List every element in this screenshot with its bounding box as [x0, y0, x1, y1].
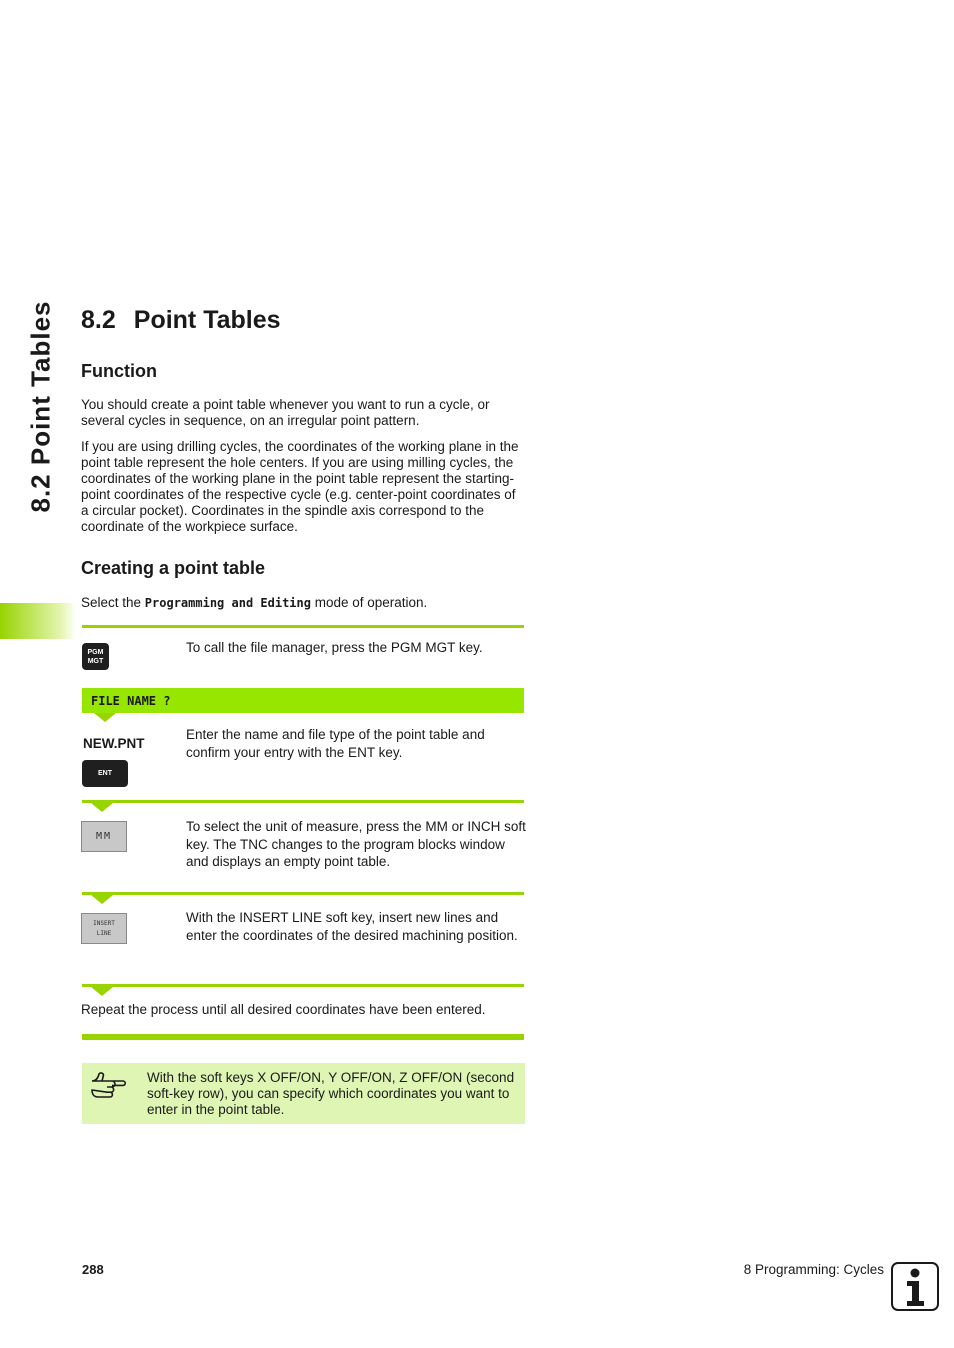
step-arrow-icon	[91, 803, 113, 812]
chapter-footer: 8 Programming: Cycles	[743, 1262, 884, 1277]
info-glyph	[893, 1264, 937, 1309]
step-divider	[82, 984, 524, 987]
function-paragraph-2: If you are using drilling cycles, the coordinates of the working plane in the point table represent the hole centers. If you are using milling cycles, the coordinates of the working plane in the point table represent the starting-point coordinates of the respective cycle (e.g. center-point coordinates of a circular pocket). Coordinates in the spindle axis correspond to the coordinate of the workpiece surface.	[81, 439, 519, 534]
side-chapter-title: 8.2 Point Tables	[25, 299, 56, 513]
mode-name: Programming and Editing	[144, 596, 311, 610]
section-tab-marker	[0, 603, 76, 639]
entry-value: NEW.PNT	[83, 736, 145, 751]
note-text: With the soft keys X OFF/ON, Y OFF/ON, Z OFF/ON (second soft-key row), you can specify which coordinates you want to enter in the point table.	[147, 1070, 515, 1117]
page-number: 288	[82, 1262, 104, 1277]
page-title	[81, 306, 281, 335]
function-paragraph-1: You should create a point table whenever you want to run a cycle, or several cycles in sequence, on an irregular point pattern.	[81, 397, 490, 428]
dialog-prompt-bar	[82, 688, 524, 713]
info-icon	[891, 1262, 939, 1311]
step-arrow-icon	[91, 987, 113, 996]
select-mode-instruction: Select the Programming and Editing mode of operation.	[81, 595, 428, 610]
step-2-text: Enter the name and file type of the point table and confirm your entry with the ENT key.	[186, 727, 485, 760]
prompt-text: FILE NAME ?	[91, 693, 171, 708]
step-4-text: With the INSERT LINE soft key, insert new lines and enter the coordinates of the desired machining position.	[186, 910, 518, 943]
step-3-text: To select the unit of measure, press the MM or INCH soft key. The TNC changes to the program blocks window and displays an empty point table.	[186, 819, 526, 869]
insert-line-softkey[interactable]: INSERT LINE	[81, 913, 127, 944]
step-divider	[82, 892, 524, 895]
section-title: Point Tables	[133, 306, 281, 334]
note-box	[82, 1063, 525, 1124]
ent-key[interactable]: ENT	[82, 760, 128, 787]
step-arrow-icon	[91, 895, 113, 904]
function-heading: Function	[81, 361, 157, 381]
repeat-instruction: Repeat the process until all desired coordinates have been entered.	[81, 1002, 486, 1017]
section-number: 8.2	[81, 306, 116, 334]
section-end-bar	[82, 1034, 524, 1040]
pgm-mgt-key[interactable]: PGM MGT	[82, 643, 109, 670]
creating-heading: Creating a point table	[81, 558, 266, 578]
step-divider	[82, 800, 524, 803]
mm-softkey[interactable]: MM	[81, 821, 127, 852]
pointing-hand-icon	[90, 1072, 126, 1098]
step-arrow-icon	[94, 713, 116, 722]
step-divider	[82, 625, 524, 628]
step-1-text: To call the file manager, press the PGM MGT key.	[186, 640, 483, 655]
